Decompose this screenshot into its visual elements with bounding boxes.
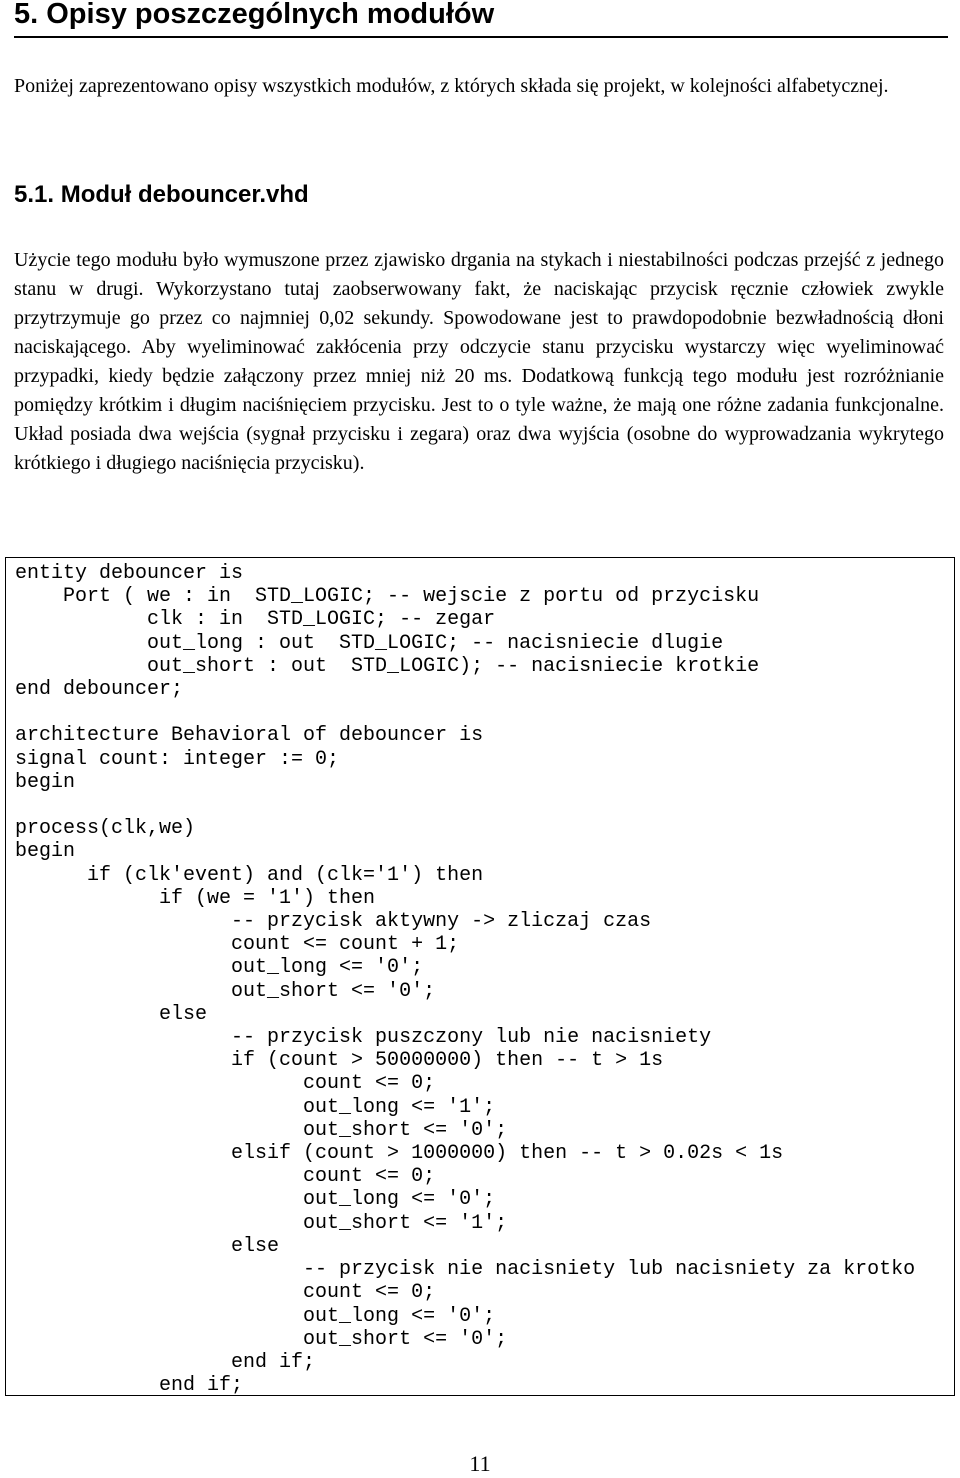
code-listing-box xyxy=(5,557,955,1396)
heading-underline xyxy=(14,36,948,38)
section-title: 5. Opisy poszczególnych modułów xyxy=(14,0,495,30)
page-number: 11 xyxy=(469,1451,491,1476)
intro-paragraph: Poniżej zaprezentowano opisy wszystkich modułów, z których składa się projekt, w kolejności alfabetycznej. xyxy=(14,75,889,97)
description-paragraph: Użycie tego modułu było wymuszone przez zjawisko drgania na stykach i niestabilności podczas przejść z jednego stanu w drugi. Wykorzystano tutaj zaobserwowany fakt, że naciskając przycisk ręcznie człowiek zwykle przytrzymuje go przez co najmniej 0,02 sekundy. Spowodowane jest to prawdopodobnie bezwładnością dłoni naciskającego. Aby wyeliminować zakłócenia przy odczycie stanu przycisku wystarczy więc wyeliminować przypadki, kiedy będzie załączony przez mniej niż 20 ms. Dodatkową funkcją tego modułu jest rozróżnianie pomiędzy krótkim i długim naciśnięciem przycisku. Jest to o tyle ważne, że mają one różne zadania funkcjonalne. Układ posiada dwa wejścia (sygnał przycisku i zegara) oraz dwa wyjścia (osobne do wyprowadzania wykrytego krótkiego i długiego naciśnięcia przycisku). xyxy=(14,249,944,474)
subsection-title: 5.1. Moduł debouncer.vhd xyxy=(14,181,309,208)
code-listing: entity debouncer is Port ( we : in STD_LOGIC; -- wejscie z portu od przycisku clk : in STD_LOGIC; -- zegar out_long : out STD_LOGIC; -- nacisniecie dlugie out_short : out STD_LOGIC); -- nacisniecie krotkie end debouncer; architecture Behavioral of debouncer is signal count: integer := 0; begin process(clk,we) begin if (clk'event) and (clk='1') then if (we = '1') then -- przycisk aktywny -> zliczaj czas count <= count + 1; out_long <= '0'; out_short <= '0'; else -- przycisk puszczony lub nie nacisniety if (count > 50000000) then -- t > 1s count <= 0; out_long <= '1'; out_short <= '0'; elsif (count > 1000000) then -- t > 0.02s < 1s count <= 0; out_long <= '0'; out_short <= '1'; else -- przycisk nie nacisniety lub nacisniety za krotko count <= 0; out_long <= '0'; out_short <= '0'; end if; end if; xyxy=(15,562,916,1398)
